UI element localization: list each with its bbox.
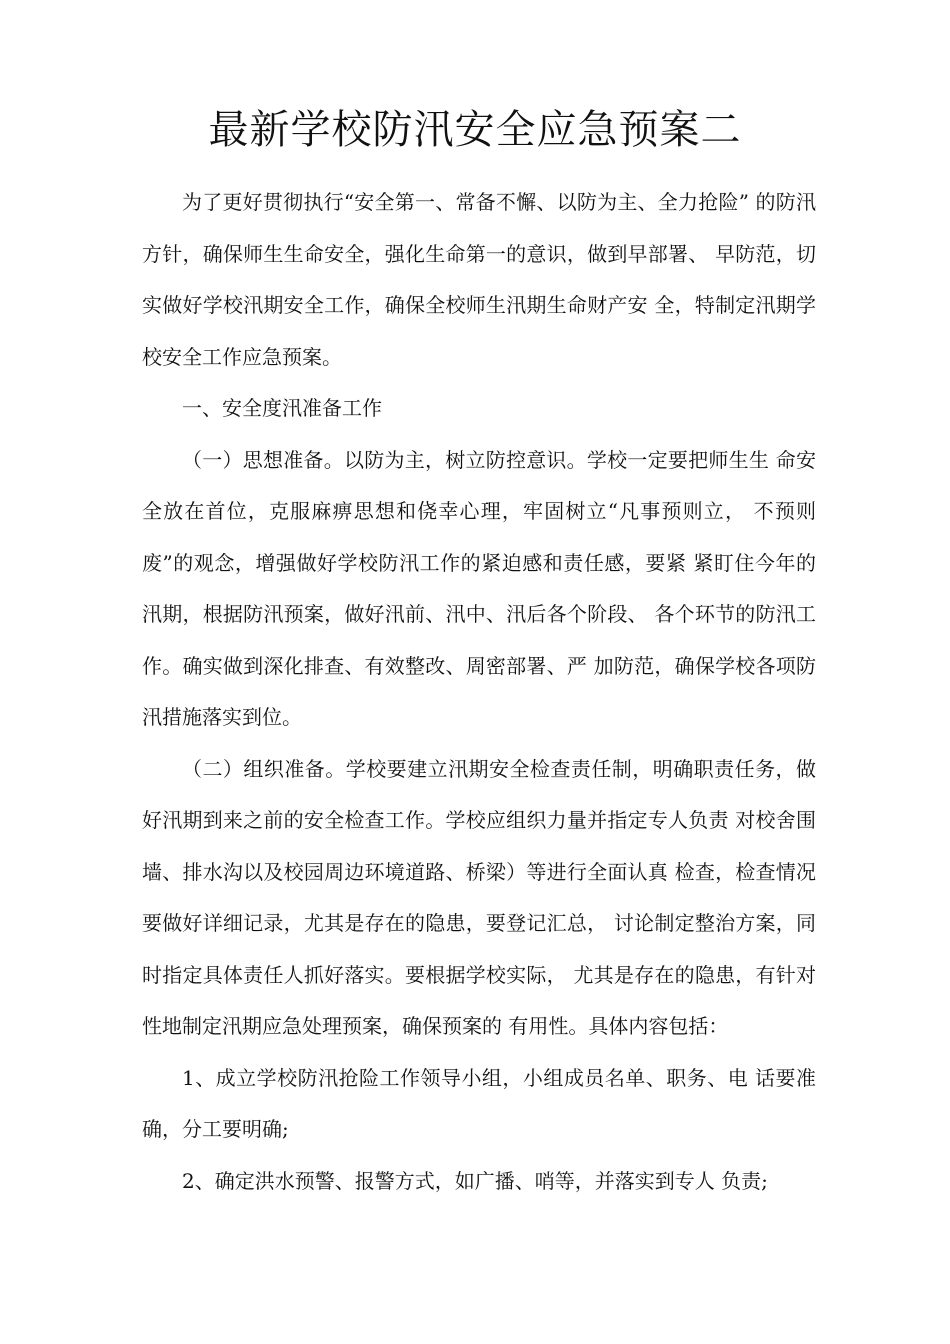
- document-title: 最新学校防汛安全应急预案二: [208, 107, 742, 153]
- intro-paragraph: 为了更好贯彻执行“安全第一、常备不懈、以防为主、全力抢险” 的防汛方针，确保师生生命安全，强化生命第一的意识，做到早部署、 早防范，切实做好学校汛期安全工作，确保全校师生汛期生命财产安 全，特制定汛期学校安全工作应急预案。: [142, 190, 816, 369]
- document-body: [142, 177, 816, 1207]
- section-heading: 一、安全度汛准备工作: [182, 396, 382, 420]
- list-item: 2、确定洪水预警、报警方式，如广播、哨等，并落实到专人 负责;: [182, 1168, 768, 1193]
- thought-preparation-paragraph: （一）思想准备。以防为主，树立防控意识。学校一定要把师生生 命安全放在首位，克服麻痹思想和侥幸心理，牢固树立“凡事预则立， 不预则废”的观念，增强做好学校防汛工作的紧迫感和责任感，要紧 紧盯住今年的汛期，根据防汛预案，做好汛前、汛中、汛后各个阶段、 各个环节的防汛工作。确实做到深化排查、有效整改、周密部署、严 加防范，确保学校各项防汛措施落实到位。: [142, 447, 816, 729]
- list-item: 1、成立学校防汛抢险工作领导小组，小组成员名单、职务、电 话要准确，分工要明确;: [142, 1065, 816, 1141]
- organization-preparation-paragraph: （二）组织准备。学校要建立汛期安全检查责任制，明确职责任务，做好汛期到来之前的安全检查工作。学校应组织力量并指定专人负责 对校舍围墙、排水沟以及校园周边环境道路、桥梁）等进行全面认真 检查，检查情况要做好详细记录，尤其是存在的隐患，要登记汇总， 讨论制定整治方案，同时指定具体责任人抓好落实。要根据学校实际， 尤其是存在的隐患，有针对性地制定汛期应急处理预案，确保预案的 有用性。具体内容包括：: [142, 756, 816, 1038]
